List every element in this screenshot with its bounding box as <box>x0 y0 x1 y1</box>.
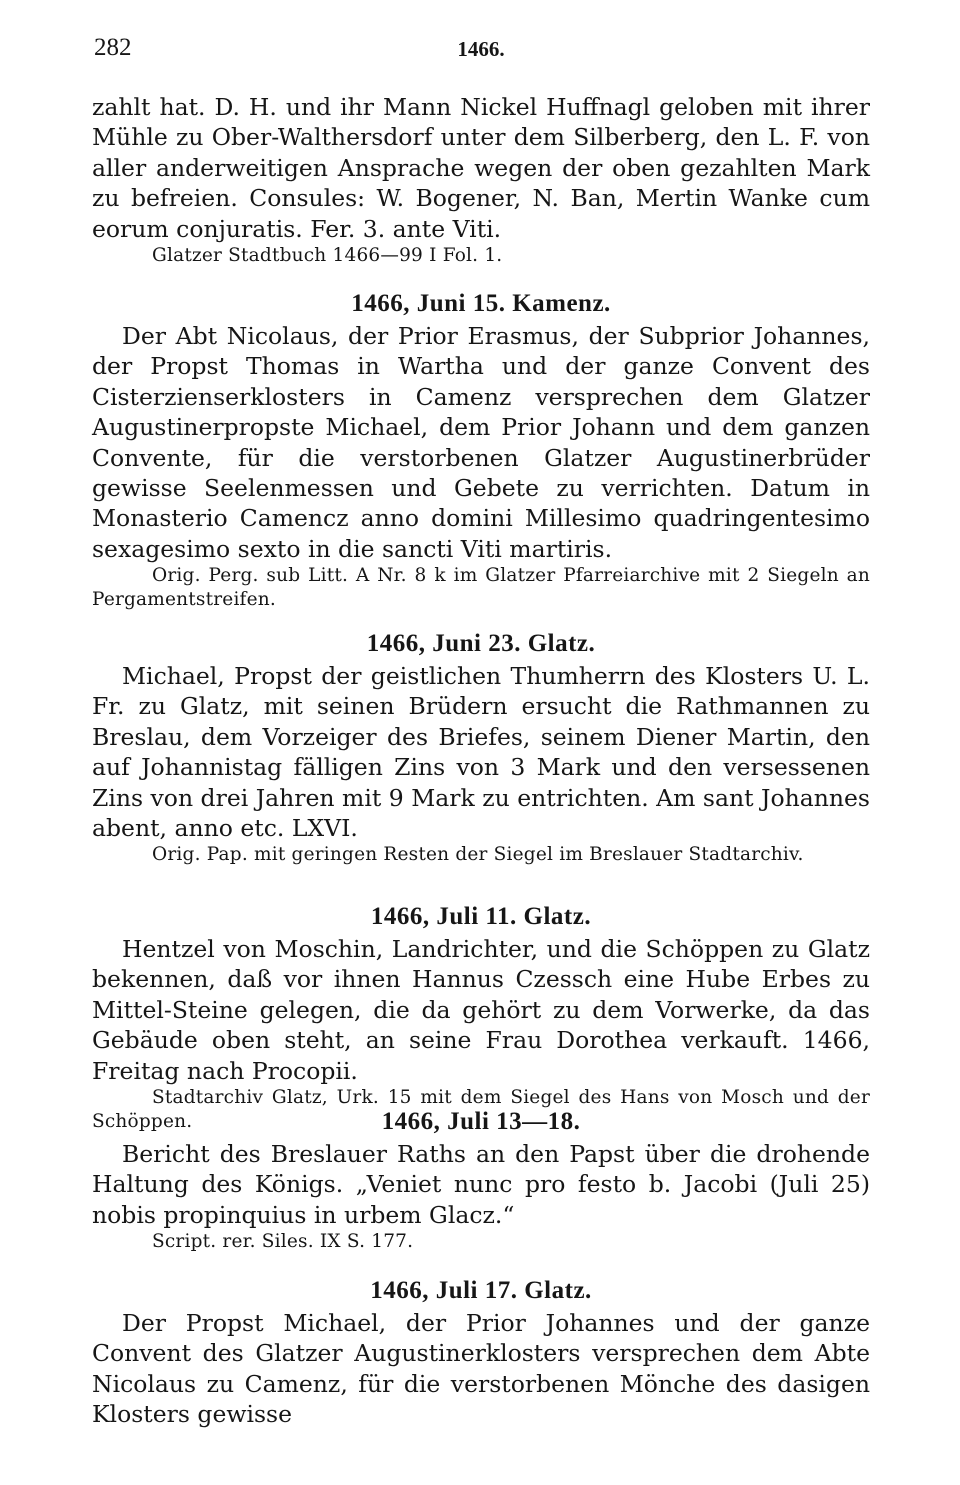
entry-heading: 1466, Juni 15. Kamenz. <box>351 290 611 317</box>
entry-heading: 1466, Juni 23. Glatz. <box>366 630 596 657</box>
entry-text: Bericht des Breslauer Raths an den Papst über die drohende Haltung des Königs. „Veniet nunc pro festo b. Jacobi (Juli 25) nobis propinquius in urbem Glacz.“ <box>92 1140 870 1229</box>
document-page <box>92 34 870 1429</box>
entry-heading: 1466, Juli 13—18. <box>381 1108 581 1135</box>
entry-text: Hentzel von Moschin, Landrichter, und die Schöppen zu Glatz bekennen, daß vor ihnen Hannus Czessch eine Hube Erbes zu Mittel-Steine gelegen, die da gehört zu dem Vorwerke, da das Gebäude oben steht, an seine Frau Dorothea verkauft. 1466, Freitag nach Procopii. <box>92 935 870 1085</box>
entry-heading: 1466, Juli 17. Glatz. <box>370 1277 592 1304</box>
source-note: Orig. Pap. mit geringen Resten der Siegel im Breslauer Stadtarchiv. <box>152 844 804 866</box>
source-note: Script. rer. Siles. IX S. 177. <box>152 1231 414 1253</box>
regest-entry <box>92 900 870 1134</box>
entry-text: Der Abt Nicolaus, der Prior Erasmus, der Subprior Johannes, der Propst Thomas in Wartha und der ganze Convent des Cisterzienserklosters in Camenz versprechen dem Glatzer Augustinerpropste Michael, dem Prior Johann und dem ganzen Convente, für die verstorbenen Glatzer Augustinerbrüder gewisse Seelenmessen und Gebete zu verrichten. Datum in Monasterio Camencz anno domini Millesimo quadringentesimo sexagesimo sexto in die sancti Viti martiris. <box>92 322 870 563</box>
entry-heading: 1466, Juli 11. Glatz. <box>370 903 592 930</box>
entry-text: Der Propst Michael, der Prior Johannes und der ganze Convent des Glatzer Augustinerklosters versprechen dem Abte Nicolaus zu Camenz, für die verstorbenen Mönche des dasigen Klosters gewisse <box>92 1309 870 1429</box>
regest-entry <box>92 1274 870 1430</box>
source-note: Glatzer Stadtbuch 1466—99 I Fol. 1. <box>152 245 503 267</box>
regest-entry <box>92 287 870 612</box>
running-year: 1466. <box>457 37 505 61</box>
running-head <box>92 34 870 70</box>
continuation-text: zahlt hat. D. H. und ihr Mann Nickel Huffnagl geloben mit ihrer Mühle zu Ober-Walthersdorf unter dem Silberberg, den L. F. von aller anderweitigen Ansprache wegen der oben gezahlten Mark zu befreien. Consules: W. Bogener, N. Ban, Mertin Wanke cum eorum conjuratis. Fer. 3. ante Viti. <box>92 93 870 243</box>
source-note: Stadtarchiv Glatz, Urk. 15 mit dem Siegel des Hans von Mosch und der Schöppen. <box>92 1087 870 1133</box>
entry-text: Michael, Propst der geistlichen Thumherrn des Klosters U. L. Fr. zu Glatz, mit seinen Brüdern ersucht die Rathmannen zu Breslau, dem Vorzeiger des Briefes, seinem Diener Martin, den auf Johannistag fälligen Zins von 3 Mark und den versessenen Zins von drei Jahren mit 9 Mark zu entrichten. Am sant Johannes abent, anno etc. LXVI. <box>92 662 870 843</box>
source-note: Orig. Perg. sub Litt. A Nr. 8 k im Glatzer Pfarreiarchive mit 2 Siegeln an Pergamentstreifen. <box>92 565 870 611</box>
regest-entry <box>92 627 870 867</box>
continuation-block <box>92 92 870 268</box>
page-number: 282 <box>94 34 132 61</box>
regest-entry <box>92 1105 870 1254</box>
